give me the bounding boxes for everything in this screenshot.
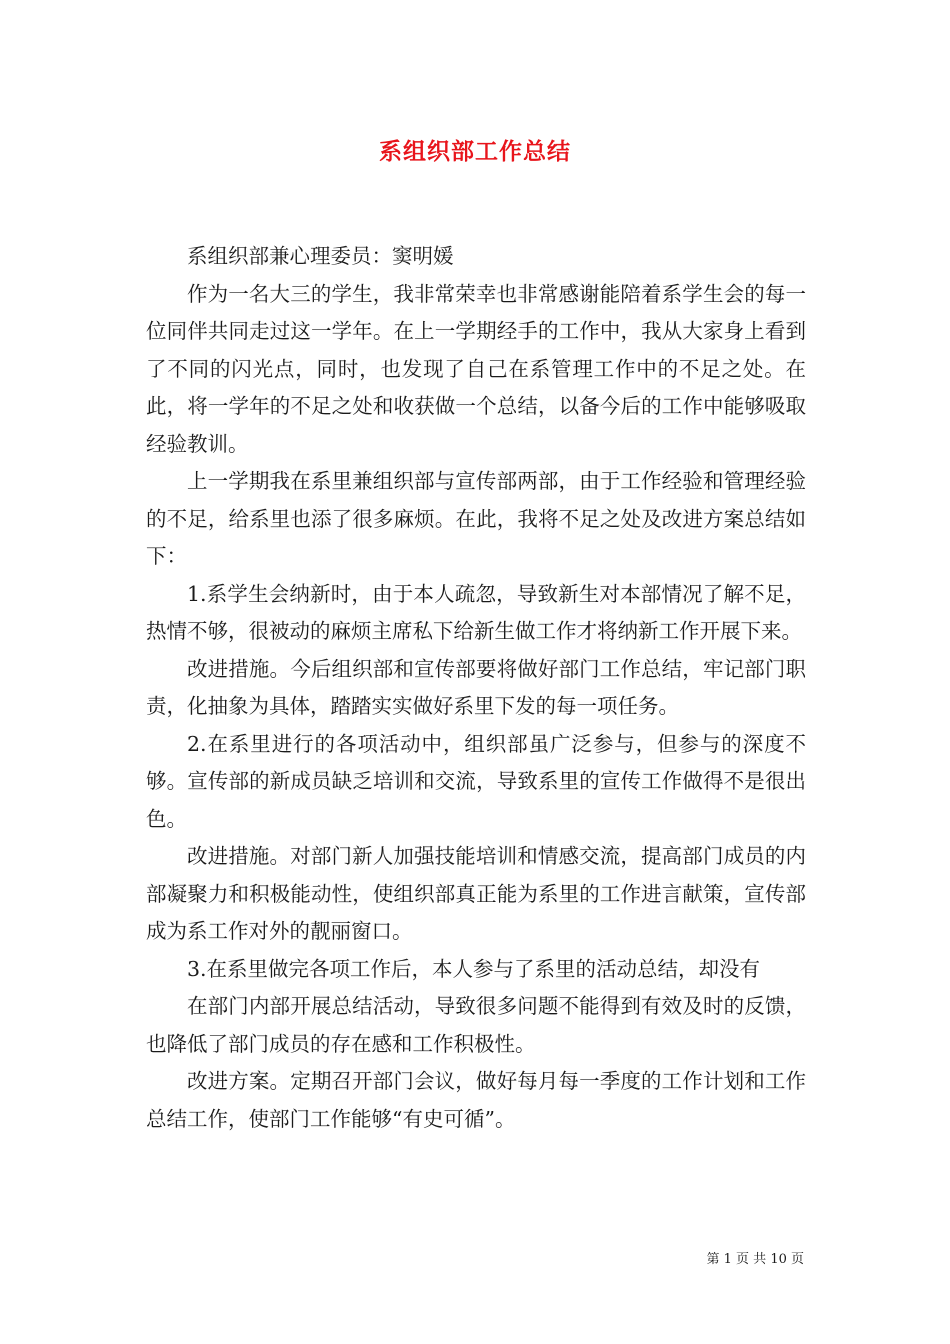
paragraph-item-3: 3.在系里做完各项工作后，本人参与了系里的活动总结，却没有 — [187, 956, 761, 981]
paragraph-overview: 上一学期我在系里兼组织部与宣传部两部，由于工作经验和管理经验的不足，给系里也添了很多麻烦。在此，我将不足之处及改进方案总结如下： — [146, 469, 806, 568]
author-line: 系组织部兼心理委员：窦明媛 — [187, 244, 454, 268]
page-number: 第 1 页 共 10 页 — [706, 1252, 804, 1267]
document-title: 系组织部工作总结 — [379, 139, 571, 165]
paragraph-intro: 作为一名大三的学生，我非常荣幸也非常感谢能陪着系学生会的每一位同伴共同走过这一学年。在上一学期经手的工作中，我从大家身上看到了不同的闪光点，同时，也发现了自己在系管理工作中的不足之处。在此，将一学年的不足之处和收获做一个总结，以备今后的工作中能够吸取经验教训。 — [146, 281, 806, 456]
paragraph-measure-2: 改进措施。对部门新人加强技能培训和情感交流，提高部门成员的内部凝聚力和积极能动性，使组织部真正能为系里的工作进言献策，宣传部成为系工作对外的靓丽窗口。 — [146, 844, 806, 943]
paragraph-item-1: 1.系学生会纳新时，由于本人疏忽，导致新生对本部情况了解不足，热情不够，很被动的麻烦主席私下给新生做工作才将纳新工作开展下来。 — [146, 581, 806, 643]
paragraph-measure-1: 改进措施。今后组织部和宣传部要将做好部门工作总结，牢记部门职责，化抽象为具体，踏踏实实做好系里下发的每一项任务。 — [146, 656, 806, 718]
paragraph-plan-3: 改进方案。定期召开部门会议，做好每月每一季度的工作计划和工作总结工作，使部门工作能够“有史可循”。 — [146, 1069, 806, 1131]
paragraph-item-2: 2.在系里进行的各项活动中，组织部虽广泛参与，但参与的深度不够。宣传部的新成员缺乏培训和交流，导致系里的宣传工作做得不是很出色。 — [146, 731, 806, 831]
paragraph-item-3-cont: 在部门内部开展总结活动，导致很多问题不能得到有效及时的反馈，也降低了部门成员的存在感和工作积极性。 — [146, 994, 806, 1056]
document-body — [146, 238, 806, 1138]
